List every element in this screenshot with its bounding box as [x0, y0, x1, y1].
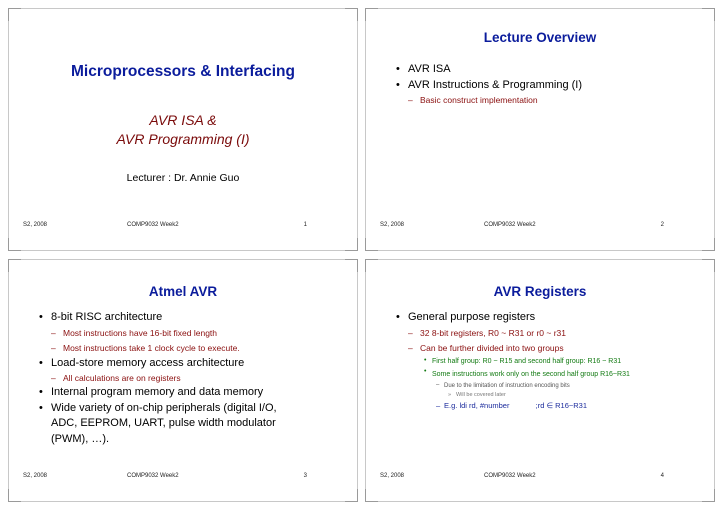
sub-bullet-item: – All calculations are on registers	[37, 371, 337, 385]
slide-1	[8, 8, 358, 251]
bullet-item: • Load-store memory access architecture	[37, 356, 337, 372]
slide-title: AVR Registers	[493, 284, 587, 299]
page-number: 2	[660, 222, 664, 228]
slide-4	[365, 259, 715, 502]
slide-title: Lecture Overview	[483, 30, 597, 45]
bullet-item: • AVR Instructions & Programming (I)	[394, 77, 582, 93]
lecturer: Lecturer : Dr. Annie Guo	[126, 172, 240, 184]
slide-2	[365, 8, 715, 251]
bullet-item: • General purpose registers	[394, 310, 694, 326]
footer-semester: S2, 2008	[23, 222, 48, 228]
example-prefix: E.g.	[444, 400, 458, 410]
bullet-item: • Wide variety of on-chip peripherals (digital I/O, ADC, EEPROM, UART, pulse width modulator (PWM), …).	[37, 401, 301, 448]
slide-title: Microprocessors & Interfacing	[71, 63, 295, 80]
subtitle-line-1: AVR ISA &	[149, 112, 217, 128]
level-5-item: » Will be covered later	[394, 391, 694, 400]
subtitle-line-2: AVR Programming (I)	[116, 131, 250, 147]
bullet-item: • Internal program memory and data memory	[37, 385, 337, 401]
footer-course: COMP9032 Week2	[484, 473, 536, 479]
example-code: ldi rd, #number	[459, 400, 510, 410]
sub-bullet-item: – Can be further divided into two groups	[394, 341, 694, 356]
bullet-item: • 8-bit RISC architecture	[37, 310, 337, 326]
sub-sub-bullet-item: • Some instructions work only on the second half group R16~R31	[394, 367, 670, 380]
footer-semester: S2, 2008	[380, 222, 405, 228]
slide-title: Atmel AVR	[148, 284, 218, 299]
page-number: 3	[303, 473, 307, 479]
slide-footer	[366, 473, 714, 483]
sub-sub-bullet-item: • First half group: R0 ~ R15 and second half group: R16 ~ R31	[394, 356, 670, 367]
sub-bullet-item: – Most instructions take 1 clock cycle to execute.	[37, 341, 337, 356]
footer-course: COMP9032 Week2	[484, 222, 536, 228]
page-number: 4	[660, 473, 664, 479]
example-note: ;rd ∈ R16~R31	[535, 400, 588, 410]
bullet-item: • AVR ISA	[394, 61, 582, 77]
sub-bullet-item: – 32 8-bit registers, R0 ~ R31 or r0 ~ r31	[394, 326, 694, 341]
slide-footer	[9, 222, 357, 232]
slide-3	[8, 259, 358, 502]
bullet-list	[37, 310, 337, 447]
level-4-item: – Due to the limitation of instruction encoding bits	[394, 380, 694, 391]
sub-bullet-item: – Most instructions have 16-bit fixed length	[37, 326, 337, 341]
page-number: 1	[303, 222, 307, 228]
example-item	[394, 400, 694, 411]
footer-course: COMP9032 Week2	[127, 222, 179, 228]
slide-footer	[9, 473, 357, 483]
bullet-list	[394, 310, 694, 411]
bullet-list	[394, 61, 582, 107]
sub-bullet-item: – Basic construct implementation	[394, 93, 582, 107]
footer-semester: S2, 2008	[380, 473, 405, 479]
slide-footer	[366, 222, 714, 232]
footer-course: COMP9032 Week2	[127, 473, 179, 479]
footer-semester: S2, 2008	[23, 473, 48, 479]
